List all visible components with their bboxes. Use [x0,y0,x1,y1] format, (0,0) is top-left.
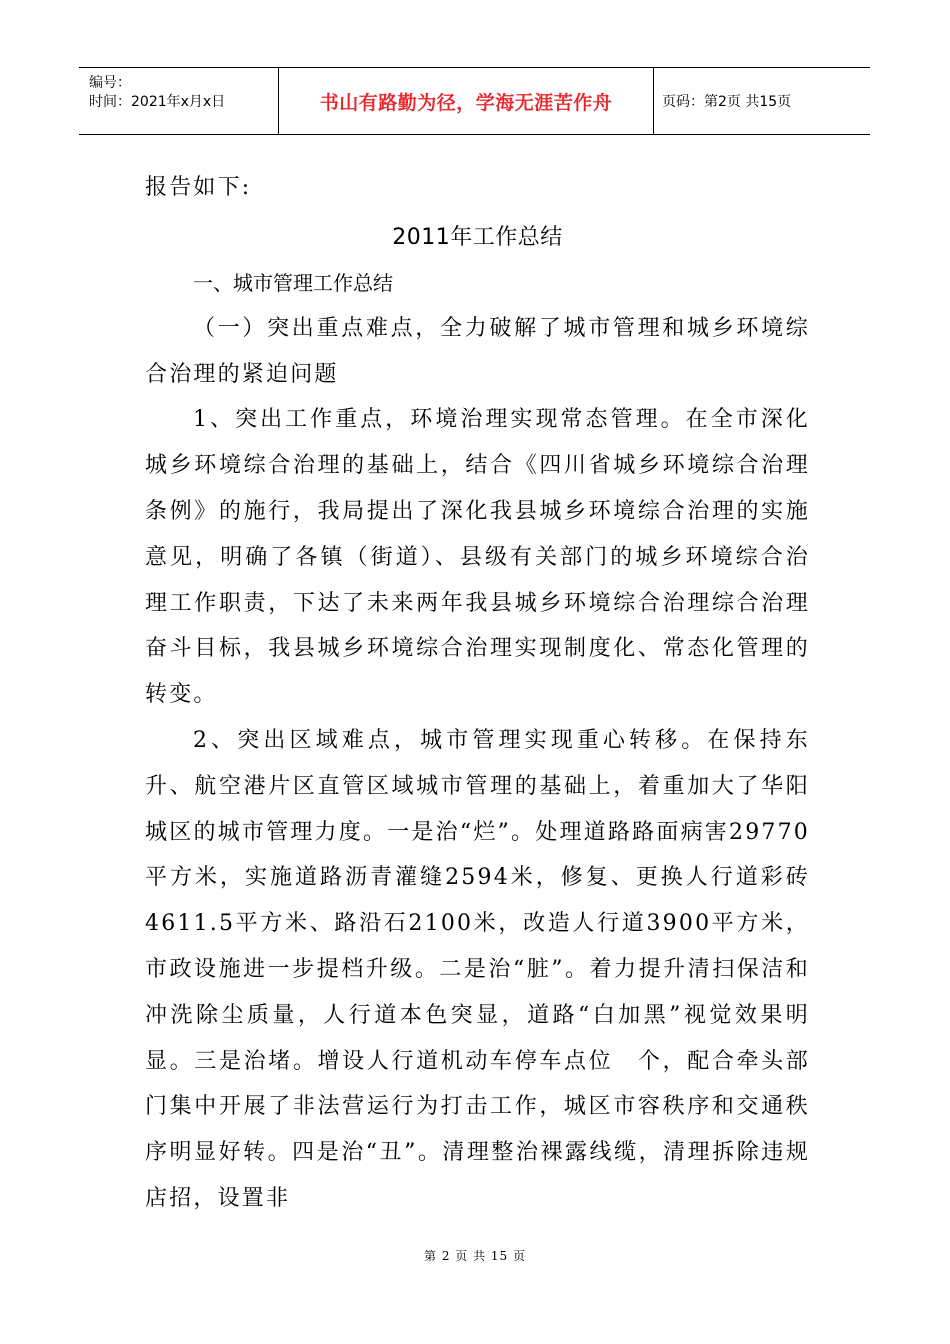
section-heading: 一、城市管理工作总结 [193,270,393,295]
subsection-heading: （一）突出重点难点，全力破解了城市管理和城乡环境综合治理的紧迫问题 [145,315,810,387]
time-label: 时间：2021年x月x日 [89,94,226,110]
report-title: 2011年工作总结 [392,224,563,250]
paragraph-2: 2、突出区域难点，城市管理实现重心转移。在保持东升、航空港片区直管区域城市管理的基础上，着重加大了华阳城区的城市管理力度。一是治“烂”。处理道路路面病害29770平方米，实施道路沥青灌缝2594米，修复、更换人行道彩砖4611.5平方米、路沿石2100米，改造人行道3900平方米，市政设施进一步提档升级。二是治“脏”。着力提升清扫保洁和冲洗除尘质量，人行道本色突显，道路“白加黑”视觉效果明显。三是治堵。增设人行道机动车停车点位 个，配合牵头部门集中开展了非法营运行为打击工作，城区市容秩序和交通秩序明显好转。四是治“丑”。清理整治裸露线缆，清理拆除违规店招，设置非 [145,727,810,1211]
paragraph-1: 1、突出工作重点，环境治理实现常态管理。在全市深化城乡环境综合治理的基础上，结合《四川省城乡环境综合治理条例》的施行，我局提出了深化我县城乡环境综合治理的实施意见，明确了各镇（街道）、县级有关部门的城乡环境综合治理工作职责，下达了未来两年我县城乡环境综合治理综合治理奋斗目标，我县城乡环境综合治理实现制度化、常态化管理的转变。 [145,407,810,708]
header-motto: 书山有路勤为径，学海无涯苦作舟 [279,68,654,134]
page-footer: 第 2 页 共 15 页 [424,1249,526,1263]
header-page-info: 页码：第2页 共15页 [662,94,792,110]
intro-text: 报告如下: [145,175,252,200]
document-body [145,165,810,1222]
header-meta [79,68,279,134]
document-header [79,67,870,135]
number-label: 编号： [89,75,131,91]
